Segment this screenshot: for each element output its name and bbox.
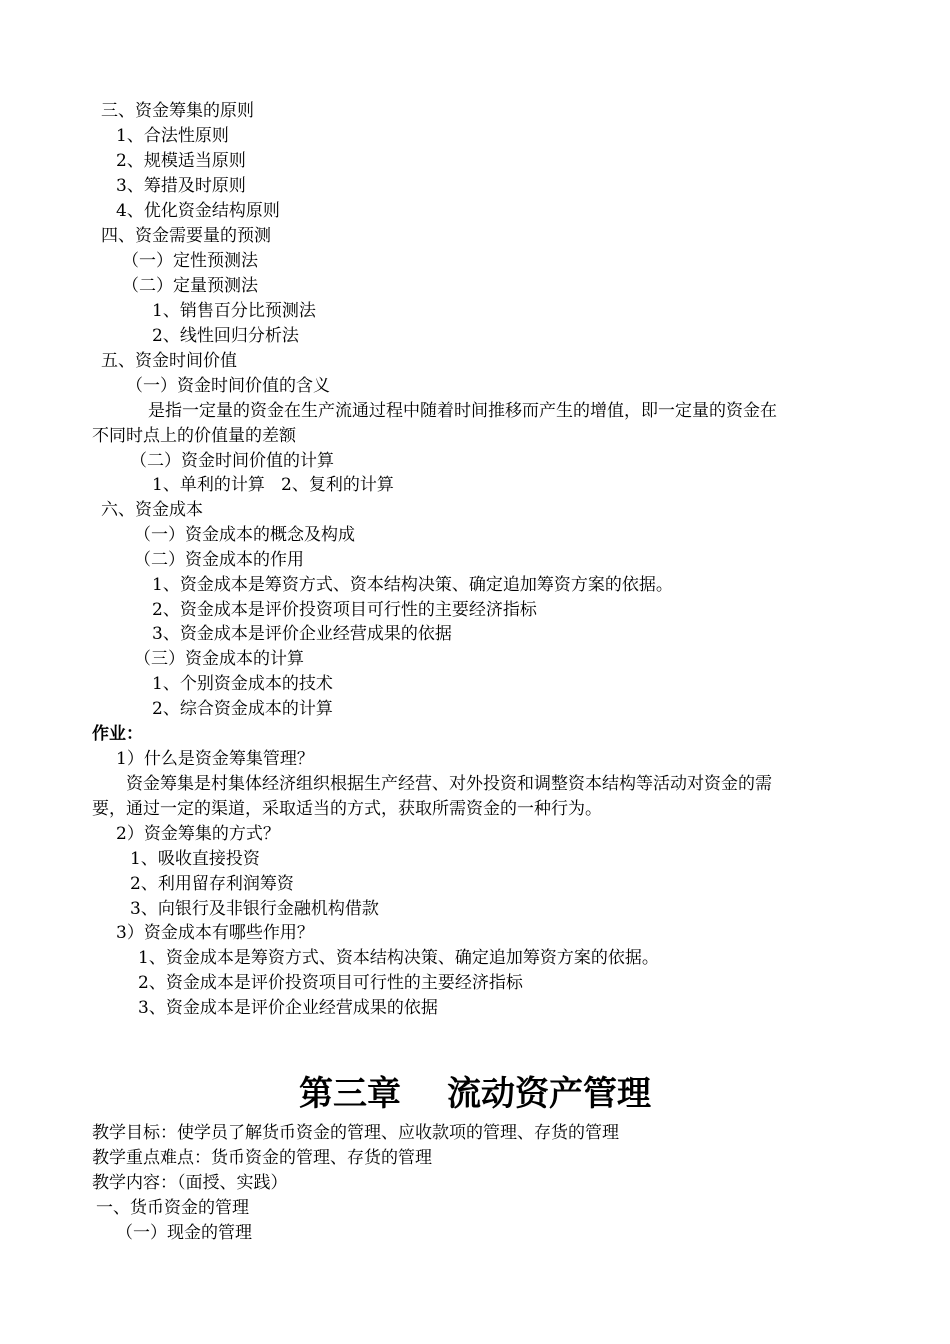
section-heading: 四、资金需要量的预测: [101, 226, 271, 246]
section-heading: 五、资金时间价值: [101, 351, 237, 371]
list-item: 2、线性回归分析法: [152, 326, 299, 346]
section-heading: 三、资金筹集的原则: [101, 101, 254, 121]
subsection-heading: （二）定量预测法: [122, 276, 258, 296]
chapter-number: 第三章: [299, 1074, 401, 1114]
list-item: 1、个别资金成本的技术: [152, 674, 333, 694]
homework-label: 作业：: [92, 724, 143, 744]
list-item: 2、规模适当原则: [116, 151, 246, 171]
chapter-title: [0, 1072, 950, 1116]
subsection-heading: （三）资金成本的计算: [134, 649, 304, 669]
subsection-heading: （一）现金的管理: [116, 1223, 252, 1243]
teaching-key-points: 教学重点难点：货币资金的管理、存货的管理: [92, 1148, 432, 1168]
paragraph-line: 资金筹集是村集体经济组织根据生产经营、对外投资和调整资本结构等活动对资金的需: [126, 774, 772, 794]
list-item: 2、资金成本是评价投资项目可行性的主要经济指标: [138, 973, 523, 993]
list-item: 3、筹措及时原则: [116, 176, 246, 196]
list-item: 1、单利的计算 2、复利的计算: [152, 475, 394, 495]
list-item: 3、资金成本是评价企业经营成果的依据: [152, 624, 452, 644]
subsection-heading: （一）资金成本的概念及构成: [134, 525, 355, 545]
chapter-name: 流动资产管理: [447, 1074, 651, 1114]
list-item: 3、资金成本是评价企业经营成果的依据: [138, 998, 438, 1018]
section-heading: 一、货币资金的管理: [96, 1198, 249, 1218]
section-heading: 六、资金成本: [101, 500, 203, 520]
list-item: 1、资金成本是筹资方式、资本结构决策、确定追加筹资方案的依据。: [138, 948, 659, 968]
paragraph-line: 是指一定量的资金在生产流通过程中随着时间推移而产生的增值，即一定量的资金在: [148, 401, 777, 421]
paragraph-line: 要，通过一定的渠道，采取适当的方式，获取所需资金的一种行为。: [92, 799, 602, 819]
list-item: 1、资金成本是筹资方式、资本结构决策、确定追加筹资方案的依据。: [152, 575, 673, 595]
subsection-heading: （二）资金成本的作用: [134, 550, 304, 570]
list-item: 1、合法性原则: [116, 126, 229, 146]
list-item: 1、吸收直接投资: [130, 849, 260, 869]
question: 3）资金成本有哪些作用？: [116, 923, 314, 943]
paragraph-line: 不同时点上的价值量的差额: [92, 426, 296, 446]
teaching-content: 教学内容：（面授、实践）: [92, 1173, 288, 1193]
list-item: 2、利用留存利润筹资: [130, 874, 294, 894]
question: 2）资金筹集的方式？: [116, 824, 280, 844]
subsection-heading: （二）资金时间价值的计算: [130, 451, 334, 471]
subsection-heading: （一）资金时间价值的含义: [126, 376, 330, 396]
list-item: 2、资金成本是评价投资项目可行性的主要经济指标: [152, 600, 537, 620]
list-item: 1、销售百分比预测法: [152, 301, 316, 321]
question: 1）什么是资金筹集管理？: [116, 749, 314, 769]
teaching-goal: 教学目标：使学员了解货币资金的管理、应收款项的管理、存货的管理: [92, 1123, 619, 1143]
list-item: 3、向银行及非银行金融机构借款: [130, 899, 379, 919]
subsection-heading: （一）定性预测法: [122, 251, 258, 271]
list-item: 4、优化资金结构原则: [116, 201, 280, 221]
list-item: 2、综合资金成本的计算: [152, 699, 333, 719]
